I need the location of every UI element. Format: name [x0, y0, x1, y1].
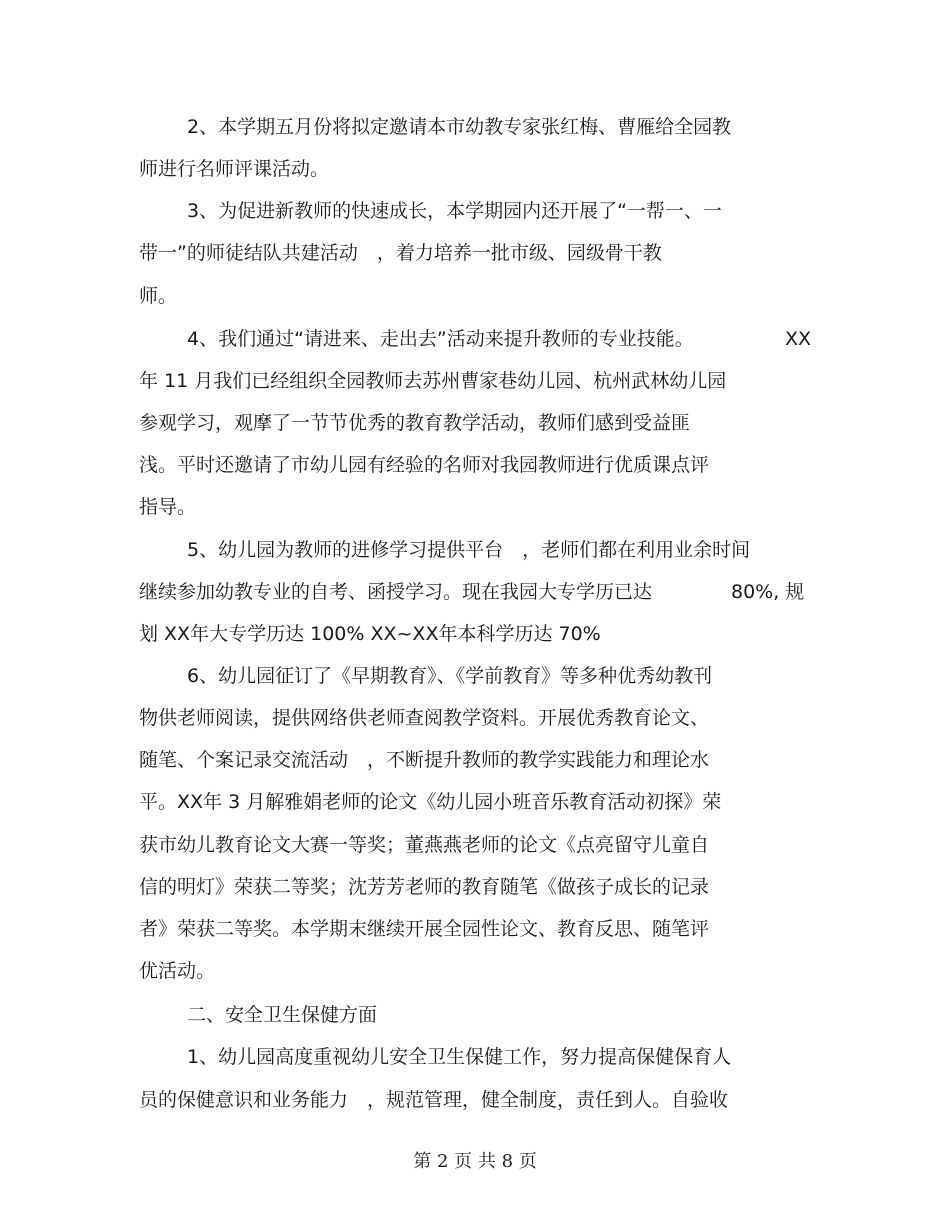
- text-line: [139, 275, 829, 317]
- text-segment: 物供老师阅读，提供网络供老师查阅教学资料。开展优秀教育论文、: [139, 707, 710, 729]
- text-segment: 师进行名师评课活动。: [139, 158, 330, 180]
- text-line: [187, 655, 877, 697]
- text-segment: 继续参加幼教专业的自考、函授学习。现在我园大专学历已达: [139, 581, 653, 603]
- text-segment: 80%, 规: [731, 581, 805, 603]
- text-segment: 二、安全卫生保健方面: [187, 1004, 378, 1026]
- text-segment: 带一”的师徒结队共建活动 ，着力培养一批市级、园级骨干教: [139, 242, 662, 264]
- text-segment: 年 11 月我们已经组织全园教师去苏州曹家巷幼儿园、杭州武林幼儿园: [139, 370, 727, 392]
- text-line: [139, 739, 829, 781]
- text-segment: 指导。: [139, 496, 197, 518]
- page-number-footer: 第 2 页 共 8 页: [413, 1151, 537, 1172]
- text-line: [139, 148, 829, 190]
- text-segment: 优活动。: [139, 960, 216, 982]
- text-line: [187, 318, 877, 360]
- text-segment: 4、我们通过“请进来、走出去”活动来提升教师的专业技能。: [187, 328, 694, 350]
- text-line: [139, 697, 829, 739]
- text-line: [139, 781, 829, 823]
- text-line: [139, 232, 829, 274]
- text-line: [139, 360, 829, 402]
- text-segment: 参观学习，观摩了一节节优秀的教育教学活动，教师们感到受益匪: [139, 412, 691, 434]
- text-segment: 2、本学期五月份将拟定邀请本市幼教专家张红梅、曹雁给全园教: [187, 116, 732, 138]
- text-line: [139, 402, 829, 444]
- text-segment: XX: [785, 328, 812, 350]
- text-line: [139, 571, 829, 613]
- text-line: [139, 613, 829, 655]
- text-line: [139, 1079, 829, 1121]
- text-segment: 获市幼儿教育论文大赛一等奖；董燕燕老师的论文《点亮留守儿童自: [139, 834, 710, 856]
- text-segment: 3、为促进新教师的快速成长，本学期园内还开展了“一帮一、一: [187, 200, 722, 222]
- text-line: [139, 950, 829, 992]
- text-line: [187, 106, 877, 148]
- text-line: [187, 190, 877, 232]
- text-line: [139, 908, 829, 950]
- text-segment: 浅。平时还邀请了市幼儿园有经验的名师对我园教师进行优质课点评: [139, 454, 710, 476]
- text-line: [187, 1036, 877, 1078]
- text-segment: 5、幼儿园为教师的进修学习提供平台 ，老师们都在利用业余时间: [187, 539, 751, 561]
- text-line: [139, 866, 829, 908]
- text-segment: 6、幼儿园征订了《早期教育》、《学前教育》等多种优秀幼教刊: [187, 665, 713, 687]
- text-segment: 者》荣获二等奖。本学期末继续开展全园性论文、教育反思、随笔评: [139, 918, 710, 940]
- text-segment: 师。: [139, 285, 178, 307]
- text-segment: 随笔、个案记录交流活动 ，不断提升教师的教学实践能力和理论水: [139, 749, 710, 771]
- text-segment: 员的保健意识和业务能力 ，规范管理，健全制度，责任到人。自验收: [139, 1089, 729, 1111]
- text-segment: 平。XX年 3 月解雅娟老师的论文《幼儿园小班音乐教育活动初探》荣: [139, 791, 722, 813]
- text-line: [139, 824, 829, 866]
- text-segment: 1、幼儿园高度重视幼儿安全卫生保健工作，努力提高保健保育人: [187, 1046, 732, 1068]
- text-segment: 划 XX年大专学历达 100% XX~XX年本科学历达 70%: [139, 623, 601, 645]
- text-line: [187, 529, 877, 571]
- text-line: [139, 444, 829, 486]
- text-segment: 信的明灯》荣获二等奖；沈芳芳老师的教育随笔《做孩子成长的记录: [139, 876, 710, 898]
- text-line: [139, 486, 829, 528]
- section-heading: [187, 994, 877, 1036]
